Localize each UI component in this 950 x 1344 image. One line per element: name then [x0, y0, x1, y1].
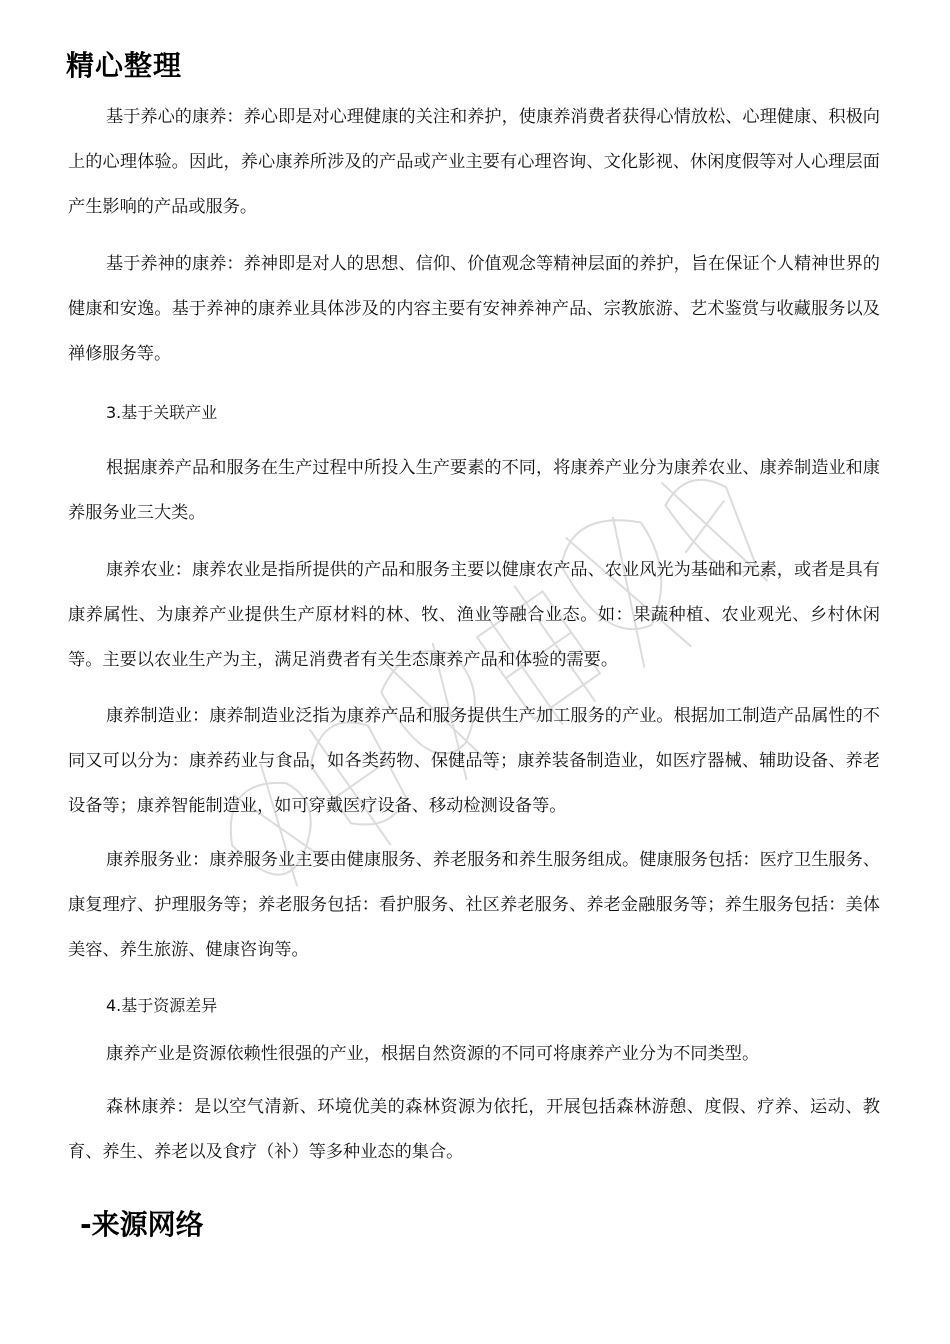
paragraph-yangshen: 基于养神的康养：养神即是对人的思想、信仰、价值观念等精神层面的养护，旨在保证个人精神世界的健康和安逸。基于养神的康养业具体涉及的内容主要有安神养神产品、宗教旅游、艺术鉴赏与收藏服务以及禅修服务等。	[68, 254, 880, 364]
paragraph-resource-intro: 康养产业是资源依赖性很强的产业，根据自然资源的不同可将康养产业分为不同类型。	[106, 1044, 760, 1064]
paragraph-forest: 森林康养：是以空气清新、环境优美的森林资源为依托，开展包括森林游憩、度假、疗养、运动、教育、养生、养老以及食疗（补）等多种业态的集合。	[68, 1097, 880, 1162]
section-heading-related-industry: 3.基于关联产业	[106, 403, 218, 422]
paragraph-services: 康养服务业：康养服务业主要由健康服务、养老服务和养生服务组成。健康服务包括：医疗卫生服务、康复理疗、护理服务等；养老服务包括：看护服务、社区养老服务、养老金融服务等；养生服务包括：美体美容、养生旅游、健康咨询等。	[68, 850, 880, 960]
paragraph-manufacturing: 康养制造业：康养制造业泛指为康养产品和服务提供生产加工服务的产业。根据加工制造产品属性的不同又可以分为：康养药业与食品，如各类药物、保健品等；康养装备制造业，如医疗器械、辅助设备、养老设备等；康养智能制造业，如可穿戴医疗设备、移动检测设备等。	[68, 706, 880, 816]
source-note: -来源网络	[80, 1208, 204, 1241]
paragraph-agriculture: 康养农业：康养农业是指所提供的产品和服务主要以健康农产品、农业风光为基础和元素，或者是具有康养属性、为康养产业提供生产原材料的林、牧、渔业等融合业态。如：果蔬种植、农业观光、乡村休闲等。主要以农业生产为主，满足消费者有关生态康养产品和体验的需要。	[68, 560, 880, 670]
section-heading-resource-difference: 4.基于资源差异	[106, 996, 218, 1015]
paragraph-related-industry-intro: 根据康养产品和服务在生产过程中所投入生产要素的不同，将康养产业分为康养农业、康养制造业和康养服务业三大类。	[68, 458, 880, 523]
paragraph-yangxin: 基于养心的康养：养心即是对心理健康的关注和养护，使康养消费者获得心情放松、心理健康、积极向上的心理体验。因此，养心康养所涉及的产品或产业主要有心理咨询、文化影视、休闲度假等对人心理层面产生影响的产品或服务。	[68, 107, 880, 217]
page-title: 精心整理	[66, 49, 183, 82]
